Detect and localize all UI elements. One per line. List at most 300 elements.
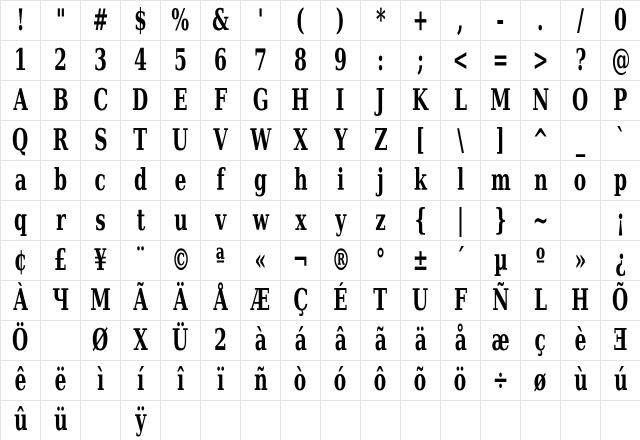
glyph: $	[134, 2, 147, 38]
glyph: Ü	[172, 322, 189, 358]
glyph-cell	[441, 1, 481, 41]
glyph-cell	[561, 1, 601, 41]
glyph-cell	[1, 121, 41, 161]
glyph: q	[13, 202, 27, 238]
glyph-cell	[41, 1, 81, 41]
glyph-cell	[81, 201, 121, 241]
glyph: l	[456, 162, 465, 198]
glyph: K	[412, 82, 429, 118]
glyph: |	[457, 202, 464, 238]
glyph-cell	[161, 241, 201, 281]
glyph-cell	[161, 401, 201, 440]
glyph: Ö	[12, 322, 29, 358]
glyph-cell	[321, 241, 361, 281]
glyph-cell	[81, 281, 121, 321]
glyph-cell	[521, 281, 561, 321]
glyph-cell	[41, 121, 81, 161]
glyph-cell	[281, 81, 321, 121]
glyph: n	[533, 162, 548, 198]
glyph-cell	[601, 361, 640, 401]
glyph: p	[613, 162, 627, 198]
glyph-cell	[121, 1, 161, 41]
glyph: Ä	[173, 282, 188, 318]
glyph: /	[577, 2, 584, 38]
glyph-cell	[441, 161, 481, 201]
glyph-cell	[321, 201, 361, 241]
glyph: ®	[331, 242, 350, 278]
glyph-cell	[481, 121, 521, 161]
glyph: R	[52, 122, 69, 158]
glyph: w	[252, 202, 269, 238]
glyph: o	[574, 162, 587, 198]
glyph-cell	[161, 161, 201, 201]
glyph-cell	[41, 361, 81, 401]
glyph: 8	[294, 42, 307, 78]
glyph-cell	[281, 41, 321, 81]
glyph-cell	[561, 81, 601, 121]
glyph: =	[492, 42, 509, 78]
glyph-cell	[81, 241, 121, 281]
glyph-cell	[41, 201, 81, 241]
glyph-cell	[201, 401, 241, 440]
glyph: _	[575, 122, 586, 158]
glyph: è	[574, 322, 587, 358]
glyph-cell	[201, 361, 241, 401]
glyph: \	[457, 122, 464, 158]
glyph: ;	[417, 42, 424, 78]
glyph-cell	[121, 281, 161, 321]
glyph-cell	[281, 241, 321, 281]
glyph: ,	[457, 2, 464, 38]
glyph-cell	[81, 401, 121, 440]
glyph-cell	[41, 401, 81, 440]
glyph-cell	[41, 41, 81, 81]
glyph-cell	[521, 41, 561, 81]
glyph: º	[535, 242, 546, 278]
glyph-cell	[241, 121, 281, 161]
glyph: æ	[491, 322, 510, 358]
glyph-cell	[401, 161, 441, 201]
glyph-cell	[41, 81, 81, 121]
glyph-cell	[601, 161, 640, 201]
glyph: ¨	[135, 242, 146, 278]
glyph: 3	[94, 42, 107, 78]
glyph: t	[136, 202, 145, 238]
glyph: Q	[12, 122, 29, 158]
glyph: u	[173, 202, 188, 238]
glyph: ±	[412, 242, 429, 278]
glyph-cell	[41, 161, 81, 201]
glyph: W	[250, 122, 271, 158]
glyph: U	[172, 122, 189, 158]
glyph: D	[132, 82, 149, 118]
glyph: >	[532, 42, 549, 78]
glyph-cell	[401, 281, 441, 321]
glyph: 4	[134, 42, 147, 78]
glyph-cell	[321, 361, 361, 401]
glyph-cell	[521, 361, 561, 401]
glyph: <	[452, 42, 469, 78]
glyph: ï	[216, 362, 225, 398]
glyph-cell	[401, 401, 441, 440]
glyph-cell	[441, 81, 481, 121]
glyph-cell	[561, 241, 601, 281]
glyph: i	[336, 162, 345, 198]
glyph: P	[613, 82, 628, 118]
glyph: ò	[294, 362, 307, 398]
glyph: ö	[454, 362, 467, 398]
glyph: h	[293, 162, 308, 198]
glyph-cell	[241, 1, 281, 41]
glyph: H	[571, 282, 590, 318]
glyph-cell	[481, 201, 521, 241]
glyph-cell	[361, 121, 401, 161]
glyph: v	[215, 202, 226, 238]
glyph-cell	[361, 1, 401, 41]
glyph-cell	[1, 401, 41, 440]
glyph-cell	[521, 201, 561, 241]
glyph: k	[414, 162, 427, 198]
glyph-cell	[241, 161, 281, 201]
glyph: Õ	[612, 282, 629, 318]
glyph-cell	[401, 1, 441, 41]
glyph-cell	[1, 281, 41, 321]
glyph-cell	[361, 81, 401, 121]
glyph-cell	[81, 121, 121, 161]
glyph: õ	[414, 362, 427, 398]
glyph: ~	[532, 202, 549, 238]
glyph-cell	[81, 321, 121, 361]
glyph: +	[412, 2, 429, 38]
glyph-cell	[1, 361, 41, 401]
glyph-cell	[281, 201, 321, 241]
glyph: F	[213, 82, 228, 118]
glyph-cell	[121, 241, 161, 281]
glyph-cell	[361, 241, 401, 281]
glyph: X	[293, 122, 308, 158]
glyph-cell	[521, 161, 561, 201]
glyph-cell	[601, 1, 640, 41]
glyph-cell	[281, 1, 321, 41]
glyph-cell	[401, 361, 441, 401]
glyph-cell	[161, 361, 201, 401]
glyph-cell	[521, 81, 561, 121]
glyph-cell	[321, 161, 361, 201]
glyph: 5	[174, 42, 187, 78]
glyph-cell	[321, 281, 361, 321]
glyph-cell	[241, 81, 281, 121]
glyph-cell	[521, 321, 561, 361]
glyph-cell	[361, 321, 401, 361]
glyph: 2	[214, 322, 227, 358]
glyph: -	[496, 2, 505, 38]
glyph-cell	[561, 401, 601, 440]
glyph: ¢	[14, 242, 27, 278]
glyph: Ǝ	[613, 322, 628, 358]
glyph-cell	[1, 41, 41, 81]
glyph: ÿ	[135, 402, 146, 438]
glyph: f	[216, 162, 225, 198]
glyph: L	[533, 282, 548, 318]
glyph: ]	[496, 122, 505, 158]
glyph: :	[377, 42, 384, 78]
glyph: á	[294, 322, 307, 358]
glyph: 1	[14, 42, 27, 78]
glyph-cell	[121, 81, 161, 121]
glyph: #	[92, 2, 109, 38]
glyph-cell	[601, 241, 640, 281]
glyph: %	[171, 2, 190, 38]
glyph: M	[490, 82, 511, 118]
glyph: s	[95, 202, 106, 238]
glyph-cell	[201, 41, 241, 81]
glyph: N	[531, 82, 549, 118]
glyph: û	[13, 402, 28, 438]
glyph: g	[253, 162, 267, 198]
glyph-cell	[1, 1, 41, 41]
glyph: µ	[493, 242, 508, 278]
glyph: F	[453, 282, 468, 318]
glyph-cell	[441, 281, 481, 321]
glyph: î	[176, 362, 185, 398]
glyph: `	[615, 122, 626, 158]
glyph-cell	[41, 281, 81, 321]
glyph-cell	[161, 121, 201, 161]
glyph-cell	[281, 321, 321, 361]
glyph-cell	[81, 1, 121, 41]
glyph: y	[335, 202, 346, 238]
glyph: C	[93, 82, 108, 118]
glyph: Ø	[92, 322, 109, 358]
glyph: ^	[532, 122, 549, 158]
glyph: X	[133, 322, 148, 358]
glyph: ä	[414, 322, 427, 358]
glyph-cell	[601, 401, 640, 440]
glyph-cell	[241, 321, 281, 361]
glyph-cell	[81, 361, 121, 401]
glyph: T	[133, 122, 148, 158]
glyph-cell	[121, 121, 161, 161]
glyph-cell	[601, 201, 640, 241]
glyph-cell	[41, 321, 81, 361]
glyph-cell	[361, 161, 401, 201]
glyph: {	[414, 202, 427, 238]
glyph-cell	[201, 161, 241, 201]
glyph: T	[373, 282, 388, 318]
glyph: (	[296, 2, 305, 38]
glyph: ù	[573, 362, 588, 398]
glyph: Æ	[250, 282, 271, 318]
glyph: í	[136, 362, 145, 398]
glyph-cell	[281, 121, 321, 161]
glyph-cell	[481, 401, 521, 440]
glyph: r	[55, 202, 66, 238]
glyph-cell	[401, 321, 441, 361]
glyph: »	[574, 242, 587, 278]
glyph: b	[53, 162, 67, 198]
glyph: É	[333, 282, 348, 318]
glyph: x	[294, 202, 307, 238]
glyph-cell	[481, 41, 521, 81]
glyph: *	[375, 2, 386, 38]
glyph: ¡	[616, 202, 625, 238]
glyph-cell	[481, 281, 521, 321]
glyph-cell	[241, 241, 281, 281]
glyph-cell	[601, 41, 640, 81]
glyph: E	[173, 82, 188, 118]
glyph: S	[93, 122, 108, 158]
glyph-cell	[521, 401, 561, 440]
glyph: m	[490, 162, 511, 198]
glyph: ü	[53, 402, 68, 438]
glyph-cell	[121, 161, 161, 201]
glyph: A	[13, 82, 28, 118]
glyph: &	[212, 2, 229, 38]
glyph: M	[90, 282, 111, 318]
glyph: [	[416, 122, 425, 158]
glyph: U	[412, 282, 429, 318]
glyph-cell	[601, 281, 640, 321]
glyph: j	[377, 162, 384, 198]
glyph-cell	[481, 1, 521, 41]
glyph: 9	[334, 42, 347, 78]
glyph: «	[254, 242, 267, 278]
glyph: ´	[455, 242, 466, 278]
glyph: ¬	[292, 242, 309, 278]
glyph-cell	[401, 81, 441, 121]
glyph-cell	[1, 241, 41, 281]
glyph-cell	[561, 121, 601, 161]
glyph-cell	[601, 121, 640, 161]
glyph-cell	[441, 41, 481, 81]
glyph-cell	[201, 201, 241, 241]
glyph: d	[133, 162, 147, 198]
glyph: "	[55, 2, 66, 38]
glyph-cell	[281, 401, 321, 440]
glyph-cell	[201, 281, 241, 321]
glyph: V	[213, 122, 228, 158]
glyph: ¥	[94, 242, 107, 278]
glyph-cell	[561, 281, 601, 321]
glyph-cell	[161, 1, 201, 41]
glyph: )	[336, 2, 345, 38]
glyph-cell	[1, 161, 41, 201]
glyph-cell	[321, 1, 361, 41]
glyph-cell	[241, 41, 281, 81]
glyph: !	[16, 2, 25, 38]
glyph: J	[376, 82, 385, 118]
glyph: e	[174, 162, 187, 198]
glyph-cell	[81, 81, 121, 121]
glyph: ª	[215, 242, 226, 278]
glyph: z	[375, 202, 386, 238]
glyph: ¿	[615, 242, 626, 278]
glyph-cell	[1, 321, 41, 361]
glyph: À	[13, 282, 28, 318]
glyph-cell	[321, 401, 361, 440]
glyph: à	[254, 322, 267, 358]
glyph-cell	[121, 401, 161, 440]
glyph-cell	[161, 321, 201, 361]
glyph-cell	[121, 41, 161, 81]
glyph-cell	[321, 121, 361, 161]
glyph-cell	[241, 201, 281, 241]
glyph: ÷	[492, 362, 509, 398]
glyph-cell	[561, 41, 601, 81]
glyph-cell	[481, 321, 521, 361]
glyph-cell	[481, 161, 521, 201]
glyph: '	[257, 2, 264, 38]
glyph: 0	[614, 2, 627, 38]
glyph: ©	[171, 242, 190, 278]
glyph: I	[336, 82, 345, 118]
glyph-cell	[321, 321, 361, 361]
glyph-cell	[481, 81, 521, 121]
glyph-cell	[281, 161, 321, 201]
glyph-cell	[481, 241, 521, 281]
glyph-cell	[441, 321, 481, 361]
glyph-cell	[41, 241, 81, 281]
glyph-cell	[281, 281, 321, 321]
glyph: B	[52, 82, 69, 118]
glyph-cell	[521, 241, 561, 281]
glyph: @	[611, 42, 630, 78]
glyph-cell	[361, 41, 401, 81]
glyph: ê	[14, 362, 27, 398]
glyph: O	[572, 82, 589, 118]
glyph-cell	[81, 41, 121, 81]
glyph: Ñ	[491, 282, 509, 318]
glyph-cell	[561, 201, 601, 241]
glyph-cell	[441, 361, 481, 401]
glyph-cell	[401, 201, 441, 241]
glyph-cell	[281, 361, 321, 401]
glyph: â	[334, 322, 347, 358]
glyph-cell	[201, 81, 241, 121]
glyph-cell	[481, 361, 521, 401]
glyph: ó	[334, 362, 347, 398]
glyph: Z	[373, 122, 388, 158]
glyph: å	[454, 322, 467, 358]
glyph: ô	[374, 362, 387, 398]
glyph-cell	[161, 281, 201, 321]
glyph: c	[94, 162, 107, 198]
glyph-cell	[81, 161, 121, 201]
glyph: ú	[613, 362, 628, 398]
glyph-cell	[441, 201, 481, 241]
glyph: ø	[534, 362, 547, 398]
glyph-cell	[241, 361, 281, 401]
glyph-cell	[601, 321, 640, 361]
glyph: Ç	[293, 282, 308, 318]
glyph-cell	[161, 201, 201, 241]
glyph: ?	[575, 42, 586, 78]
glyph: 2	[54, 42, 67, 78]
glyph-cell	[121, 201, 161, 241]
glyph-cell	[441, 401, 481, 440]
glyph-cell	[201, 121, 241, 161]
glyph-cell	[561, 161, 601, 201]
glyph-cell	[601, 81, 640, 121]
glyph: G	[252, 82, 269, 118]
glyph: Å	[213, 282, 228, 318]
glyph: H	[291, 82, 310, 118]
glyph-cell	[561, 321, 601, 361]
glyph-cell	[401, 241, 441, 281]
glyph: ì	[96, 362, 105, 398]
glyph-cell	[361, 361, 401, 401]
glyph-cell	[321, 81, 361, 121]
